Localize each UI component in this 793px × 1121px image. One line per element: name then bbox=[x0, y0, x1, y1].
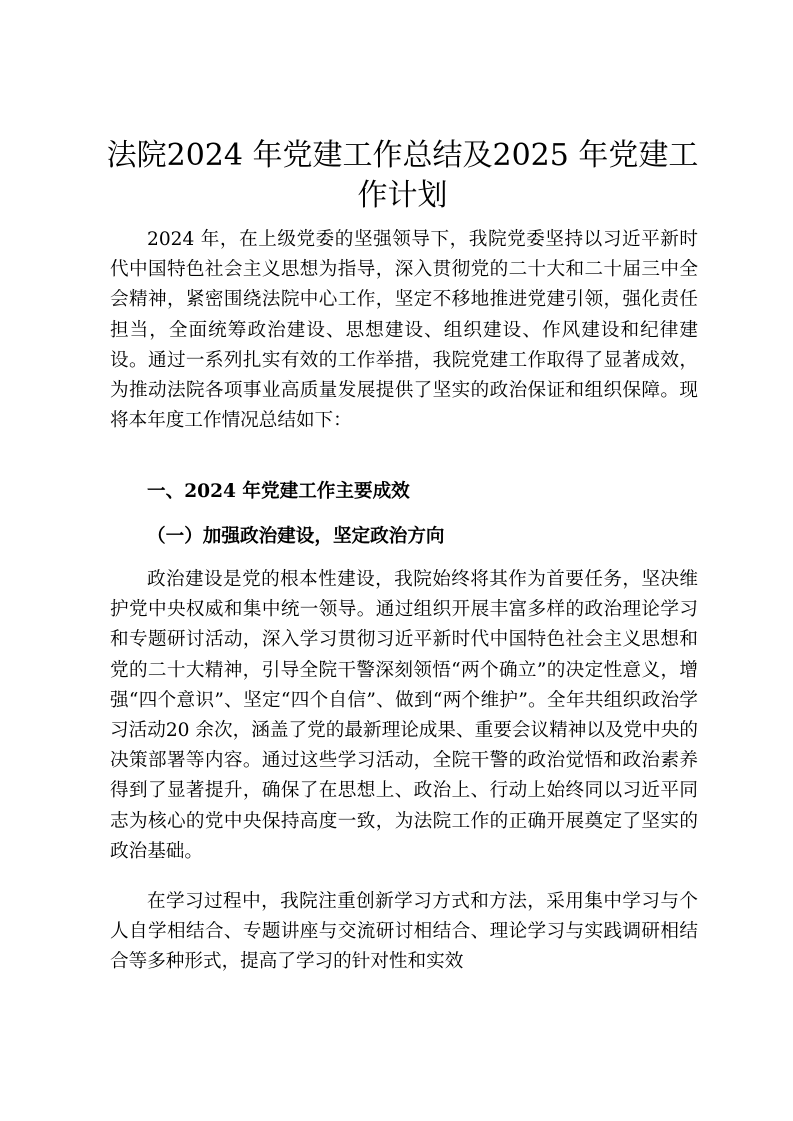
body-paragraph: 政治建设是党的根本性建设，我院始终将其作为首要任务，坚决维护党中央权威和集中统一领导。通过组织开展丰富多样的政治理论学习和专题研讨活动，深入学习贯彻习近平新时代中国特色社会主义思想和党的二十大精神，引导全院干警深刻领悟“两个确立”的决定性意义，增强“四个意识”、坚定“四个自信”、做到“两个维护”。全年共组织政治学习活动20 余次，涵盖了党的最新理论成果、重要会议精神以及党中央的决策部署等内容。通过这些学习活动，全院干警的政治觉悟和政治素养得到了显著提升，确保了在思想上、政治上、行动上始终同以习近平同志为核心的党中央保持高度一致，为法院工作的正确开展奠定了坚实的政治基础。 bbox=[110, 569, 698, 862]
body-paragraph: 在学习过程中，我院注重创新学习方式和方法，采用集中学习与个人自学相结合、专题讲座与交流研讨相结合、理论学习与实践调研相结合等多种形式，提高了学习的针对性和实效 bbox=[110, 891, 698, 973]
subsection-heading: （一）加强政治建设，坚定政治方向 bbox=[147, 526, 445, 547]
section-heading: 一、2024 年党建工作主要成效 bbox=[147, 481, 410, 502]
document-title: 法院2024 年党建工作总结及2025 年党建工作计划 bbox=[106, 138, 699, 213]
intro-paragraph: 2024 年，在上级党委的坚强领导下，我院党委坚持以习近平新时代中国特色社会主义思想为指导，深入贯彻党的二十大和二十届三中全会精神，紧密围绕法院中心工作，坚定不移地推进党建引领，强化责任担当，全面统筹政治建设、思想建设、组织建设、作风建设和纪律建设。通过一系列扎实有效的工作举措，我院党建工作取得了显著成效，为推动法院各项事业高质量发展提供了坚实的政治保证和组织保障。现将本年度工作情况总结如下： bbox=[110, 229, 698, 432]
